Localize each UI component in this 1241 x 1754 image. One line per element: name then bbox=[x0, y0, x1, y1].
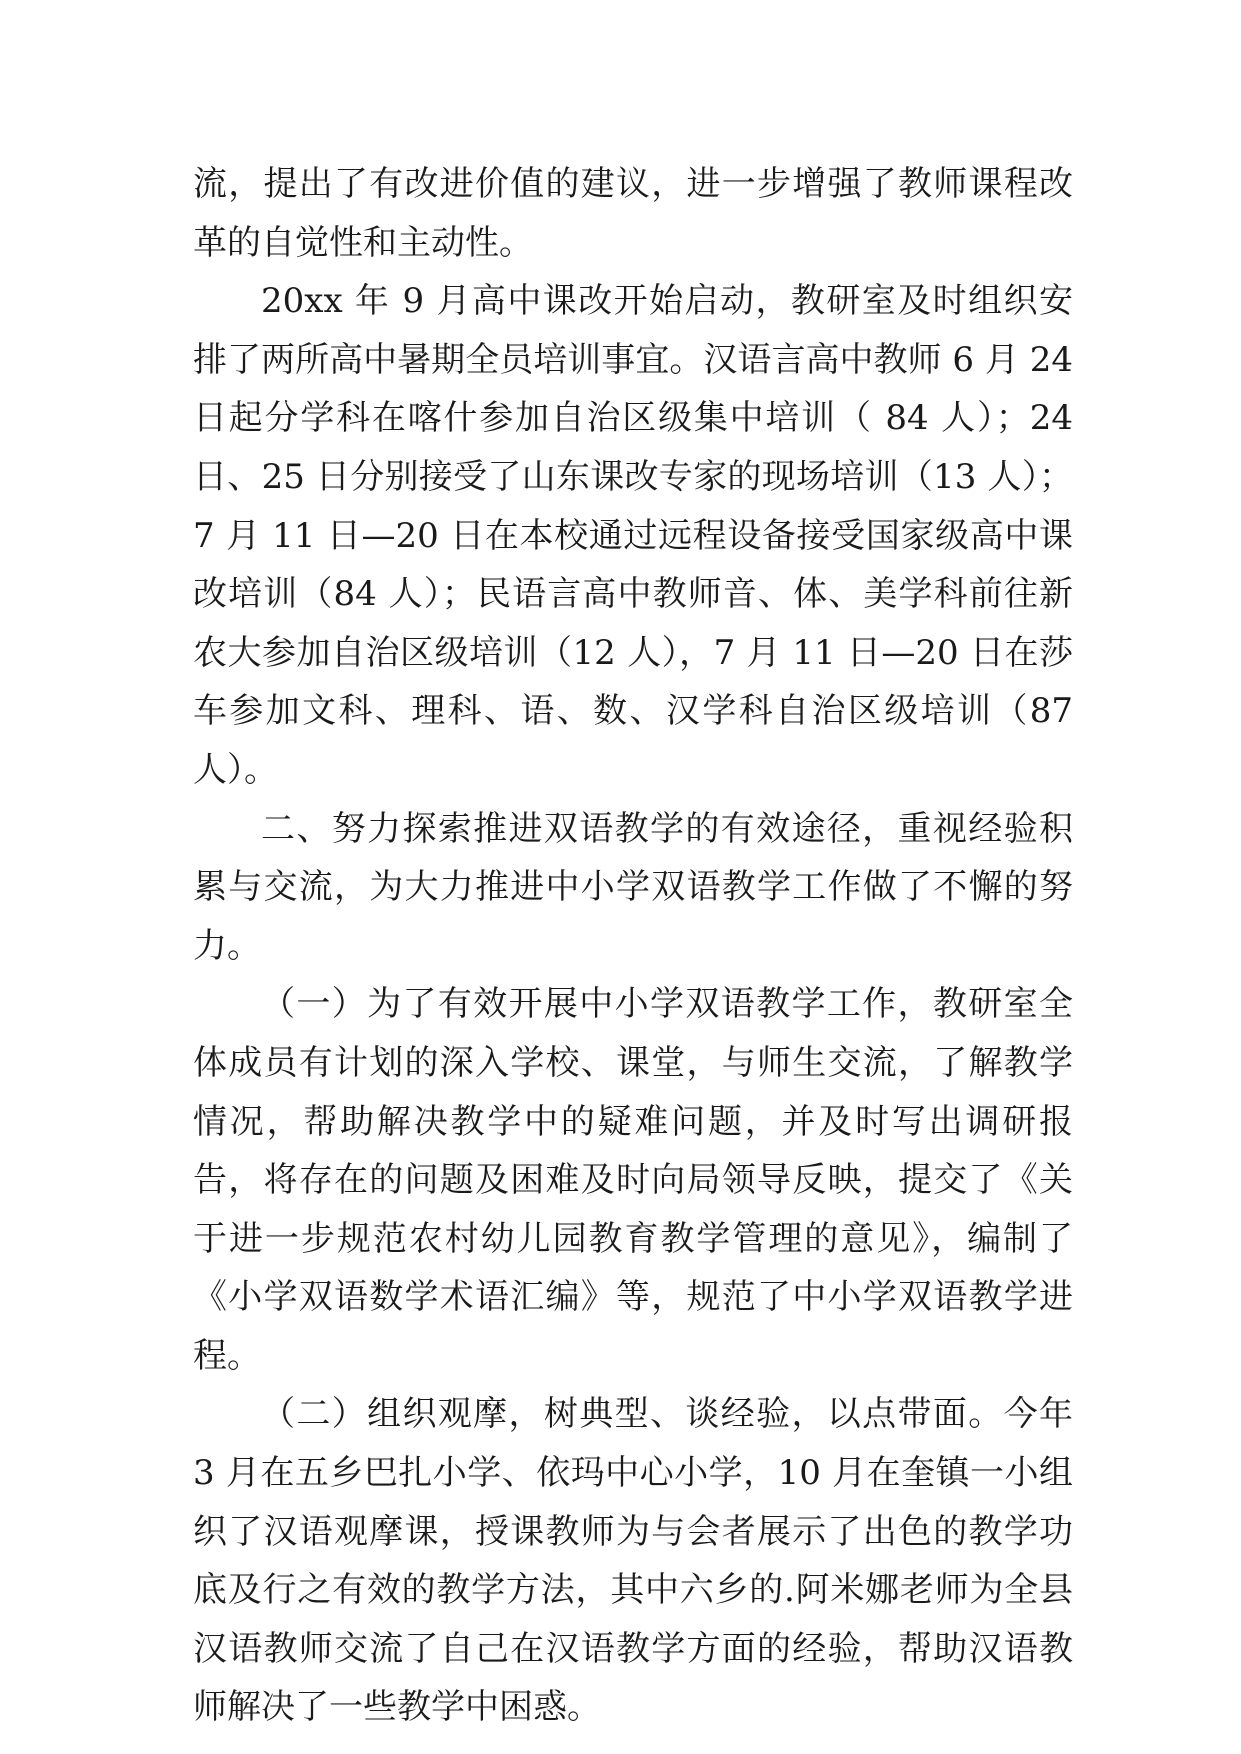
paragraph-training-schedule: 20xx 年 9 月高中课改开始启动，教研室及时组织安排了两所高中暑期全员培训事宜。汉语言高中教师 6 月 24 日起分学科在喀什参加自治区级集中培训（ 84 人）；24 日、25 日分别接受了山东课改专家的现场培训（13 人）；7 月 11 日—20 日在本校通过远程设备接受国家级高中课改培训（84 人）；民语言高中教师音、体、美学科前往新农大参加自治区级培训（12 人），7 月 11 日—20 日在莎车参加文科、理科、语、数、汉学科自治区级培训（87 人）。 bbox=[193, 281, 1073, 790]
paragraph-item-one: （一）为了有效开展中小学双语教学工作，教研室全体成员有计划的深入学校、课堂，与师生交流，了解教学情况，帮助解决教学中的疑难问题，并及时写出调研报告，将存在的问题及困难及时向局领导反映，提交了《关于进一步规范农村幼儿园教育教学管理的意见》，编制了《小学双语数学术语汇编》等，规范了中小学双语教学进程。 bbox=[193, 984, 1073, 1376]
paragraph-item-two: （二）组织观摩，树典型、谈经验，以点带面。今年 3 月在五乡巴扎小学、依玛中心小学，10 月在奎镇一小组织了汉语观摩课，授课教师为与会者展示了出色的教学功底及行之有效的教学方法，其中六乡的.阿米娜老师为全县汉语教师交流了自己在汉语教学方面的经验，帮助汉语教师解决了一些教学中困惑。 bbox=[193, 1394, 1073, 1728]
document-body bbox=[193, 155, 1073, 1737]
paragraph-section-two-heading: 二、努力探索推进双语教学的有效途径，重视经验积累与交流，为大力推进中小学双语教学工作做了不懈的努力。 bbox=[193, 808, 1073, 966]
paragraph-continuation: 流，提出了有改进价值的建议，进一步增强了教师课程改革的自觉性和主动性。 bbox=[193, 164, 1073, 263]
